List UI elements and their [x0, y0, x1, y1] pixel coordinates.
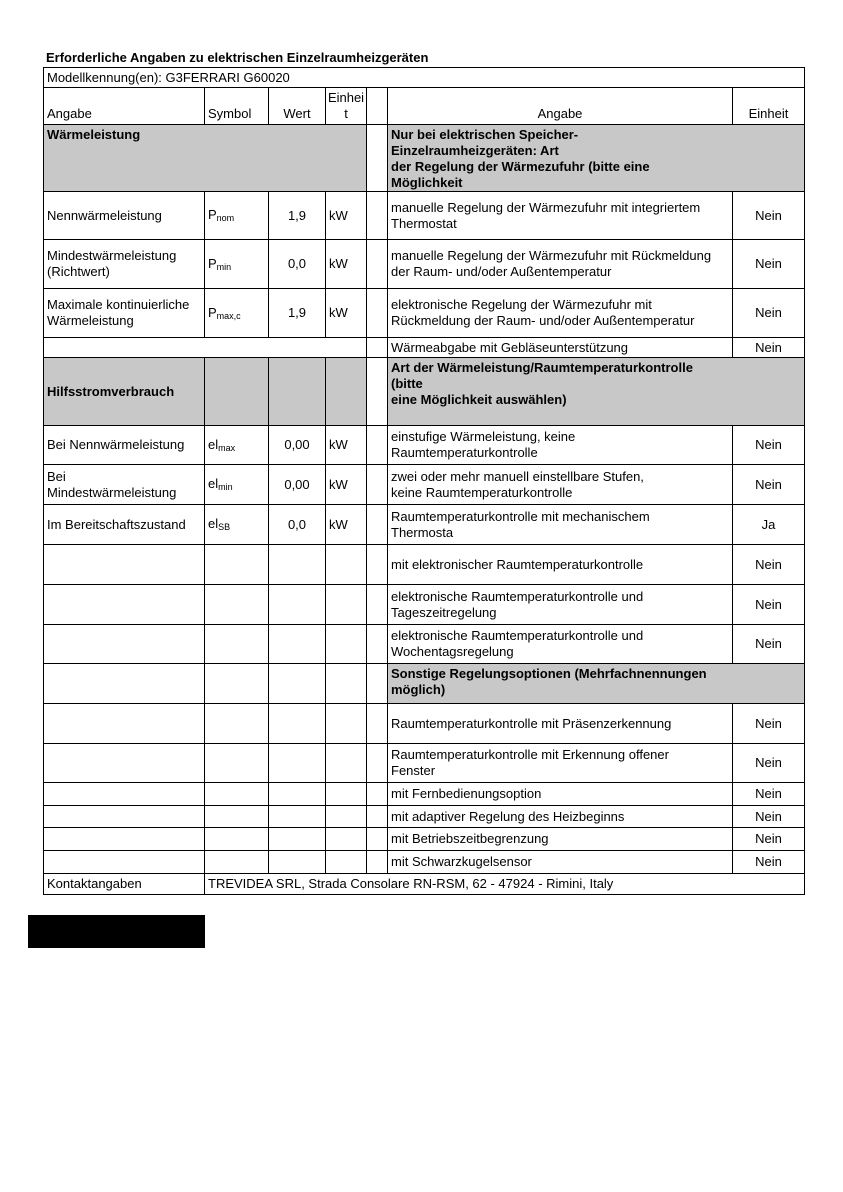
option-value: Nein: [732, 337, 805, 358]
empty-cell: [325, 782, 367, 806]
option-value: Nein: [732, 239, 805, 289]
contact-label: Kontaktangaben: [43, 873, 205, 895]
option-value: Nein: [732, 782, 805, 806]
option-value: Nein: [732, 584, 805, 625]
option-value: Nein: [732, 191, 805, 240]
option-text: manuelle Regelung der Wärmezufuhr mit Rückmeldung der Raum- und/oder Außentemperatur: [387, 239, 733, 289]
option-value: Nein: [732, 850, 805, 874]
spacer-cell: [366, 288, 388, 338]
row-value: 0,00: [268, 464, 326, 505]
empty-cell: [325, 584, 367, 625]
empty-cell: [268, 624, 326, 664]
row-label: Bei Mindestwärmeleistung: [43, 464, 205, 505]
header-einheit: Einhei t: [325, 87, 367, 125]
row-symbol: $P_{max,c}$: [204, 288, 269, 338]
option-text: Raumtemperaturkontrolle mit mechanischem Thermosta: [387, 504, 733, 545]
option-value: Nein: [732, 703, 805, 744]
spacer-cell: [366, 663, 388, 704]
option-value: Nein: [732, 425, 805, 465]
empty-cell: [325, 663, 367, 704]
option-text: Wärmeabgabe mit Gebläseunterstützung: [387, 337, 733, 358]
spacer-cell: [366, 87, 388, 125]
spacer-cell: [366, 743, 388, 783]
option-text: mit elektronischer Raumtemperaturkontrolle: [387, 544, 733, 585]
section-sonstige: Sonstige Regelungsoptionen (Mehrfachnennungen möglich): [387, 663, 805, 704]
empty-cell: [268, 544, 326, 585]
row-symbol: $el_{max}$: [204, 425, 269, 465]
spacer-cell: [366, 191, 388, 240]
option-text: zwei oder mehr manuell einstellbare Stufen, keine Raumtemperaturkontrolle: [387, 464, 733, 505]
option-text: manuelle Regelung der Wärmezufuhr mit integriertem Thermostat: [387, 191, 733, 240]
row-symbol: $el_{min}$: [204, 464, 269, 505]
spacer-cell: [366, 827, 388, 851]
empty-cell: [43, 703, 205, 744]
empty-cell: [325, 850, 367, 874]
option-text: elektronische Raumtemperaturkontrolle und Tageszeitregelung: [387, 584, 733, 625]
spacer-cell: [366, 239, 388, 289]
empty-cell: [204, 624, 269, 664]
empty-cell: [204, 827, 269, 851]
empty-cell: [43, 782, 205, 806]
option-text: Raumtemperaturkontrolle mit Präsenzerkennung: [387, 703, 733, 744]
option-value: Nein: [732, 544, 805, 585]
option-text: mit Fernbedienungsoption: [387, 782, 733, 806]
empty-cell: [268, 782, 326, 806]
spacer-cell: [366, 124, 388, 192]
option-text: einstufige Wärmeleistung, keine Raumtemperaturkontrolle: [387, 425, 733, 465]
header-angabe: Angabe: [43, 87, 205, 125]
option-text: mit adaptiver Regelung des Heizbeginns: [387, 805, 733, 828]
model-id: Modellkennung(en): G3FERRARI G60020: [43, 67, 805, 88]
row-label: Im Bereitschaftszustand: [43, 504, 205, 545]
empty-cell: [325, 827, 367, 851]
option-value: Nein: [732, 827, 805, 851]
spacer-cell: [366, 337, 388, 358]
empty-cell: [268, 663, 326, 704]
option-text: elektronische Regelung der Wärmezufuhr mit Rückmeldung der Raum- und/oder Außentemperatur: [387, 288, 733, 338]
row-label: Nennwärmeleistung: [43, 191, 205, 240]
row-label: Mindestwärmeleistung (Richtwert): [43, 239, 205, 289]
empty-cell: [204, 743, 269, 783]
empty-cell: [204, 544, 269, 585]
option-value: Nein: [732, 805, 805, 828]
empty-cell: [268, 827, 326, 851]
spacer-cell: [366, 544, 388, 585]
row-unit: kW: [325, 464, 367, 505]
empty-cell: [43, 624, 205, 664]
empty-cell: [268, 357, 326, 426]
empty-cell: [325, 357, 367, 426]
empty-cell: [325, 805, 367, 828]
empty-cell: [204, 805, 269, 828]
section-raumtemperatur: Art der Wärmeleistung/Raumtemperaturkontrolle (bitte eine Möglichkeit auswählen): [387, 357, 805, 426]
row-unit: kW: [325, 288, 367, 338]
header-wert: Wert: [268, 87, 326, 125]
redaction-bar: [28, 915, 205, 948]
row-symbol: $P_{nom}$: [204, 191, 269, 240]
row-unit: kW: [325, 239, 367, 289]
option-text: mit Betriebszeitbegrenzung: [387, 827, 733, 851]
specification-table: [43, 67, 804, 894]
header-angabe-right: Angabe: [387, 87, 733, 125]
empty-cell: [204, 357, 269, 426]
empty-cell: [325, 743, 367, 783]
spacer-cell: [366, 703, 388, 744]
empty-cell: [268, 805, 326, 828]
spacer-cell: [366, 584, 388, 625]
spacer-cell: [366, 425, 388, 465]
section-speicher: Nur bei elektrischen Speicher- Einzelraumheizgeräten: Art der Regelung der Wärmezufuhr (bitte eine Möglichkeit: [387, 124, 805, 192]
row-symbol: $el_{SB}$: [204, 504, 269, 545]
empty-cell: [268, 743, 326, 783]
option-text: elektronische Raumtemperaturkontrolle und Wochentagsregelung: [387, 624, 733, 664]
row-unit: kW: [325, 504, 367, 545]
empty-cell: [43, 850, 205, 874]
row-unit: kW: [325, 191, 367, 240]
spacer-cell: [366, 624, 388, 664]
spacer-cell: [366, 504, 388, 545]
empty-cell: [204, 782, 269, 806]
option-value: Nein: [732, 288, 805, 338]
spacer-cell: [366, 357, 388, 426]
empty-cell: [325, 544, 367, 585]
row-value: 0,0: [268, 504, 326, 545]
row-unit: kW: [325, 425, 367, 465]
option-value: Nein: [732, 464, 805, 505]
empty-cell: [204, 663, 269, 704]
empty-cell: [43, 827, 205, 851]
empty-cell: [268, 850, 326, 874]
empty-cell: [43, 584, 205, 625]
header-symbol: Symbol: [204, 87, 269, 125]
spacer-cell: [366, 850, 388, 874]
option-value: Nein: [732, 743, 805, 783]
empty-cell: [43, 544, 205, 585]
row-symbol: $P_{min}$: [204, 239, 269, 289]
row-value: 0,0: [268, 239, 326, 289]
section-waermeleistung: Wärmeleistung: [43, 124, 367, 192]
row-value: 1,9: [268, 288, 326, 338]
spacer-cell: [366, 464, 388, 505]
empty-cell: [43, 337, 367, 358]
option-text: Raumtemperaturkontrolle mit Erkennung offener Fenster: [387, 743, 733, 783]
row-label: Bei Nennwärmeleistung: [43, 425, 205, 465]
row-value: 0,00: [268, 425, 326, 465]
option-value: Nein: [732, 624, 805, 664]
empty-cell: [325, 703, 367, 744]
contact-value: TREVIDEA SRL, Strada Consolare RN-RSM, 62 - 47924 - Rimini, Italy: [204, 873, 805, 895]
empty-cell: [325, 624, 367, 664]
empty-cell: [268, 703, 326, 744]
option-text: mit Schwarzkugelsensor: [387, 850, 733, 874]
empty-cell: [43, 805, 205, 828]
section-hilfsstrom: Hilfsstromverbrauch: [43, 357, 205, 426]
spacer-cell: [366, 782, 388, 806]
empty-cell: [268, 584, 326, 625]
empty-cell: [204, 703, 269, 744]
document-title: Erforderliche Angaben zu elektrischen Einzelraumheizgeräten: [46, 50, 429, 65]
row-value: 1,9: [268, 191, 326, 240]
empty-cell: [204, 584, 269, 625]
option-value: Ja: [732, 504, 805, 545]
empty-cell: [43, 663, 205, 704]
empty-cell: [204, 850, 269, 874]
header-einheit-right: Einheit: [732, 87, 805, 125]
spacer-cell: [366, 805, 388, 828]
empty-cell: [43, 743, 205, 783]
row-label: Maximale kontinuierliche Wärmeleistung: [43, 288, 205, 338]
